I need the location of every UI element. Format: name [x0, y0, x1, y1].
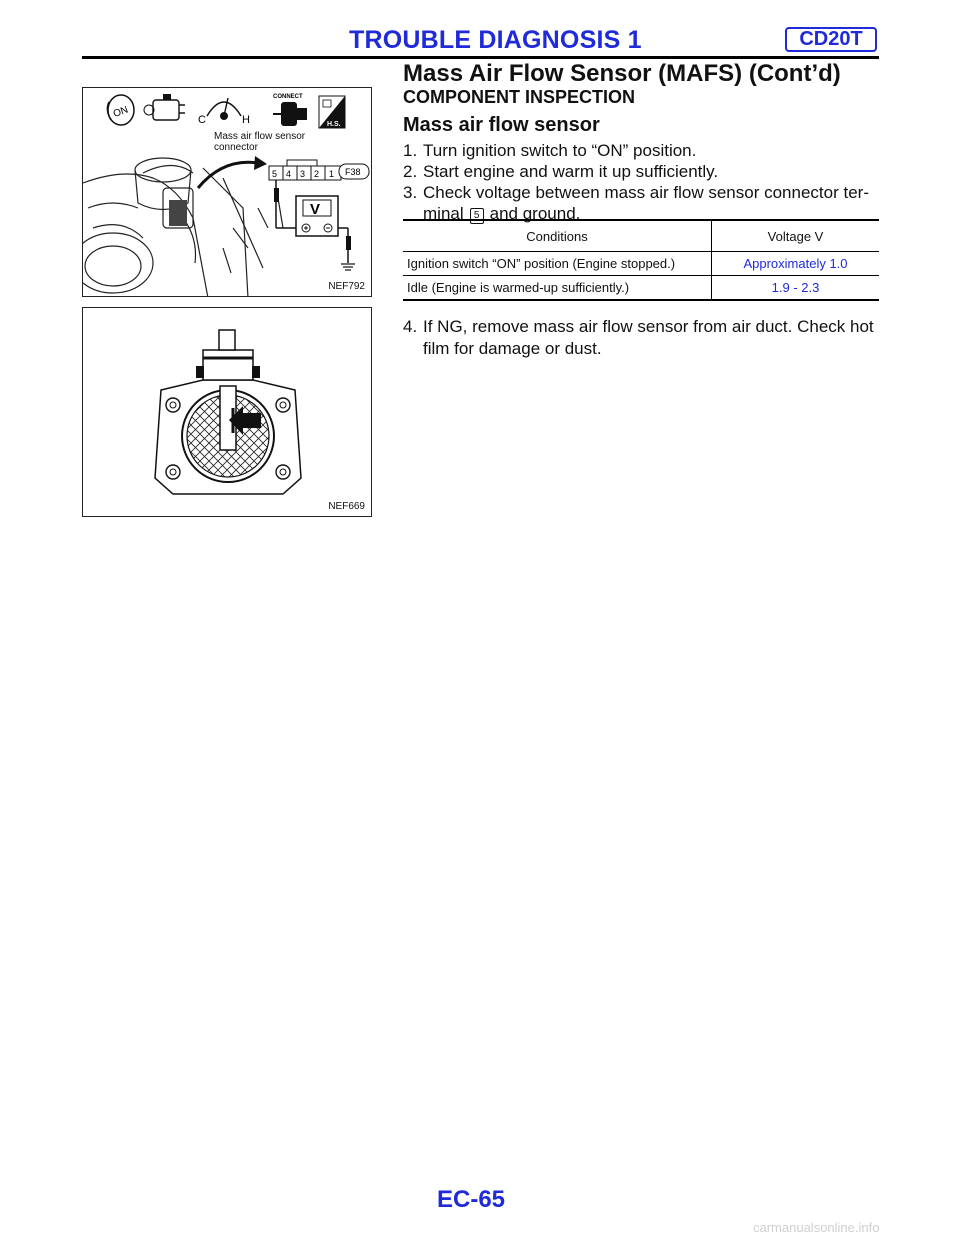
- pin-label: 1: [329, 169, 335, 179]
- step-item: 1. Turn ignition switch to “ON” position.: [403, 141, 697, 160]
- column-header: Voltage V: [712, 220, 880, 252]
- voltage-cell: Approximately 1.0: [712, 252, 880, 276]
- voltage-cell: 1.9 - 2.3: [712, 276, 880, 301]
- figure-code: NEF669: [328, 501, 365, 512]
- pin-label: 2: [314, 169, 320, 179]
- column-header: Conditions: [403, 220, 712, 252]
- figure-nef669: [82, 307, 372, 517]
- header-rule: [82, 56, 879, 59]
- section-title: Mass Air Flow Sensor (MAFS) (Cont’d): [403, 60, 841, 87]
- step-item: 3. Check voltage between mass air flow sensor connector ter-minal 5 and ground.: [403, 183, 869, 223]
- step-item: 2. Start engine and warm it up sufficiently.: [403, 162, 719, 181]
- component-inspection-heading: COMPONENT INSPECTION: [403, 87, 636, 107]
- engine-connector-illustration: [83, 88, 372, 297]
- engine-running-icon: [144, 94, 185, 120]
- ground-icon: [341, 264, 355, 270]
- key-on-label: ON: [111, 104, 130, 120]
- pin-label: 5: [272, 169, 278, 179]
- figure-code: NEF792: [328, 281, 365, 292]
- sensor-connector-label: Mass air flow sensor connector: [214, 131, 306, 153]
- pin-label: 3: [300, 169, 306, 179]
- mass-air-flow-sensor-subheading: Mass air flow sensor: [403, 114, 600, 136]
- pin-label: 4: [286, 169, 292, 179]
- connector-connect-icon: [273, 102, 307, 126]
- page-number: EC-65: [437, 1186, 506, 1213]
- header-title: TROUBLE DIAGNOSIS 1: [349, 26, 642, 54]
- condition-cell: Ignition switch “ON” position (Engine stopped.): [403, 252, 712, 276]
- step-item: 4. If NG, remove mass air flow sensor from air duct. Check hot film for damage or dust.: [403, 317, 874, 358]
- terminal-number-badge: 5: [470, 208, 484, 224]
- model-badge: CD20T: [785, 27, 877, 52]
- table-header-row: [403, 220, 879, 252]
- figure-nef792: [82, 87, 372, 297]
- maf-sensor-illustration: [83, 308, 372, 517]
- table-row: [403, 252, 879, 276]
- gauge-c-label: C: [198, 114, 206, 126]
- table-row: [403, 276, 879, 301]
- connect-label: CONNECT: [273, 94, 303, 100]
- connector-id: F38: [345, 167, 361, 177]
- gauge-h-label: H: [242, 114, 250, 126]
- voltage-table: [403, 219, 879, 301]
- hs-label: H.S.: [327, 121, 341, 128]
- temperature-gauge-icon: [207, 98, 241, 120]
- watermark: carmanualsonline.info: [753, 1220, 880, 1235]
- voltmeter-letter: V: [310, 201, 321, 218]
- inspection-steps: [403, 140, 879, 224]
- condition-cell: Idle (Engine is warmed-up sufficiently.): [403, 276, 712, 301]
